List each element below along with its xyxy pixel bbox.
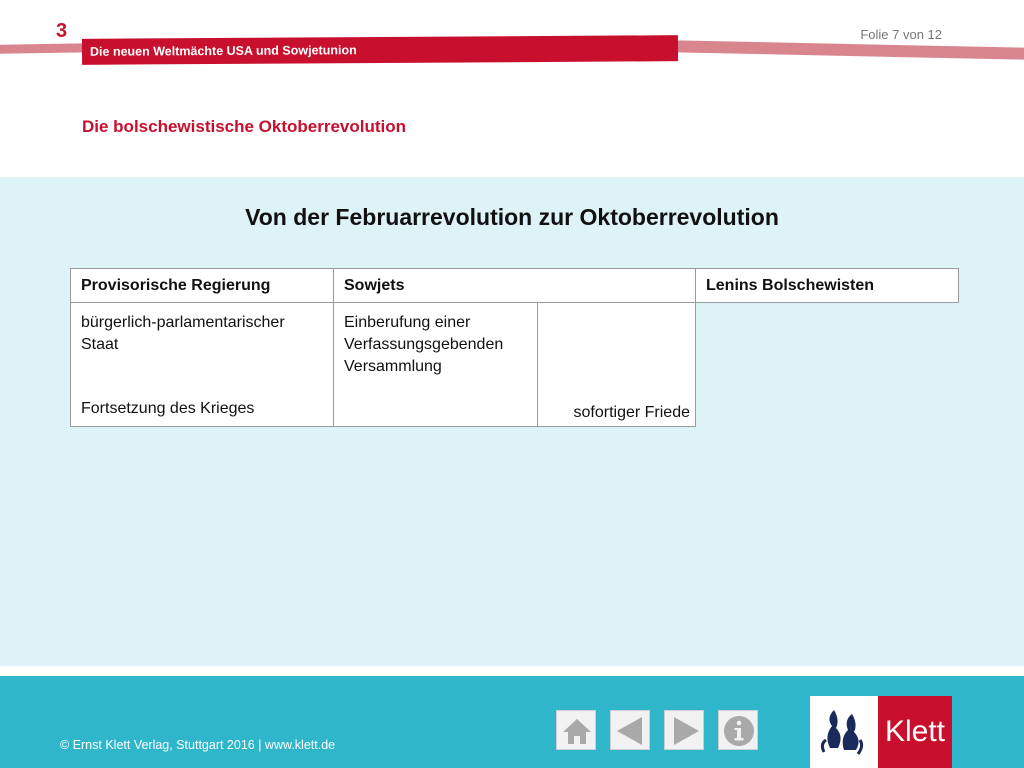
header-stripe-right: [676, 40, 1024, 59]
cell-sowjets-friede: sofortiger Friede: [573, 404, 690, 421]
header-stripe-left: [0, 43, 90, 54]
next-slide-button[interactable]: [664, 710, 704, 750]
header-bolschewisten: Lenins Bolschewisten: [696, 269, 959, 303]
table-header-row: [71, 269, 959, 303]
copyright: © Ernst Klett Verlag, Stuttgart 2016 | www.klett.de: [60, 738, 336, 752]
klett-wordmark: Klett: [884, 715, 946, 748]
comparison-table: [70, 268, 959, 427]
footer: [0, 676, 1024, 768]
slide-counter: Folie 7 von 12: [860, 27, 942, 42]
header-provisorische-regierung: Provisorische Regierung: [71, 269, 334, 303]
cell-bolschewisten-empty: [696, 303, 959, 427]
chapter-banner: [82, 35, 678, 65]
cell-sowjets-left: [334, 303, 538, 427]
chapter-title: Die neuen Weltmächte USA und Sowjetunion: [89, 43, 357, 59]
cell-regierung: [71, 303, 334, 427]
klett-wordmark-box: [878, 696, 952, 768]
info-button[interactable]: [718, 710, 758, 750]
arrow-right-icon: [665, 711, 705, 751]
header-sowjets: Sowjets: [334, 269, 696, 303]
slide-subtitle: Die bolschewistische Oktoberrevolution: [82, 117, 407, 136]
arrow-left-icon: [611, 711, 651, 751]
cell-sowjets-right: [538, 303, 696, 427]
cell-regierung-staat: bürgerlich-parlamentarischer Staat: [81, 314, 285, 353]
content-area: [0, 177, 1024, 666]
klett-emblem-icon: [810, 696, 876, 768]
cell-sowjets-versammlung: Einberufung einer Verfassungsgebenden Versammlung: [344, 314, 504, 375]
klett-logo: [810, 696, 952, 768]
home-icon: [557, 711, 597, 751]
previous-slide-button[interactable]: [610, 710, 650, 750]
home-button[interactable]: [556, 710, 596, 750]
cell-regierung-krieg: Fortsetzung des Krieges: [81, 400, 255, 417]
chapter-number: 3: [56, 20, 68, 42]
info-icon: [719, 711, 759, 751]
table-row: [71, 303, 959, 427]
slide-title: Von der Februarrevolution zur Oktoberrevolution: [245, 204, 779, 230]
